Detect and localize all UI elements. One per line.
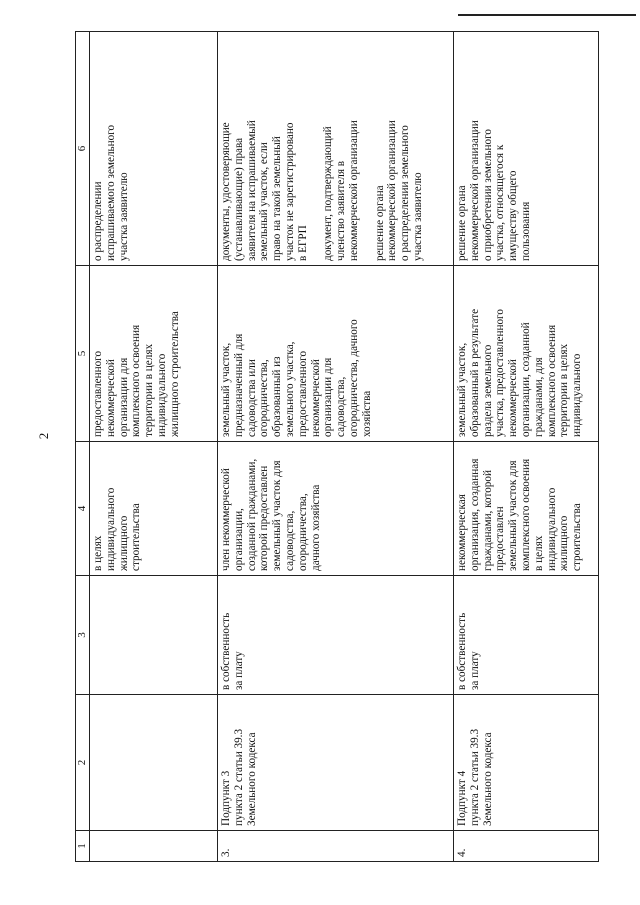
table-cell	[90, 831, 218, 862]
table-cell: в целях индивидуального жилищного строительства	[90, 442, 218, 576]
header-cell: 6	[76, 32, 90, 266]
row-number: 4.	[454, 831, 599, 862]
header-cell: 5	[76, 266, 90, 442]
header-cell: 4	[76, 442, 90, 576]
right-type: в собственность за плату	[218, 576, 454, 695]
table-cell	[90, 695, 218, 831]
applicant: некоммерческая организация, созданная гражданами, которой предоставлен земельный участок для комплексного освоения в целях индивидуального жилищного строительства	[454, 442, 599, 576]
table-row	[454, 32, 599, 862]
table-row	[218, 32, 454, 862]
land-plot: земельный участок, предназначенный для садоводства или огородничества, образованный из земельного участка, предоставленного некоммерческой организации для садоводства, огородничества, дачного хозяйства	[218, 266, 454, 442]
table-cell	[90, 576, 218, 695]
header-cell: 3	[76, 576, 90, 695]
legal-basis: Подпункт 3 пункта 2 статьи 39.3 Земельного кодекса	[218, 695, 454, 831]
row-number: 3.	[218, 831, 454, 862]
page-number: 2	[36, 432, 51, 440]
header-row	[76, 32, 90, 862]
header-cell: 1	[76, 831, 90, 862]
table-cell: о распределении испрашиваемого земельного участка заявителю	[90, 32, 218, 266]
top-rule	[458, 14, 636, 16]
documents: решение органа некоммерческой организации о приобретении земельного участка, относящегося к имуществу общего пользования	[454, 32, 599, 266]
rotated-table-sheet	[75, 32, 615, 862]
continued-row	[90, 32, 218, 862]
applicant: член некоммерческой организации, созданной гражданами, которой предоставлен земельный участок для садоводства, огородничества, дачного хозяйства	[218, 442, 454, 576]
documents: документы, удостоверяющие (устанавливающие) права заявителя на испрашиваемый земельный участок, если право на такой земельный участок не зарегистрировано в ЕГРП документ, подтверждающий членство заявителя в некоммерческой организации решение органа некоммерческой организации о распределении земельного участка заявителю	[218, 32, 454, 266]
legal-basis: Подпункт 4 пункта 2 статьи 39.3 Земельного кодекса	[454, 695, 599, 831]
table-cell: предоставленного некоммерческой организации для комплексного освоения территории в целях индивидуального жилищного строительства	[90, 266, 218, 442]
right-type: в собственность за плату	[454, 576, 599, 695]
land-plot: земельный участок, образованный в результате раздела земельного участка, предоставленного некоммерческой организации, созданной гражданами, для комплексного освоения территории в целях индивидуального	[454, 266, 599, 442]
header-cell: 2	[76, 695, 90, 831]
document-table	[75, 31, 599, 862]
